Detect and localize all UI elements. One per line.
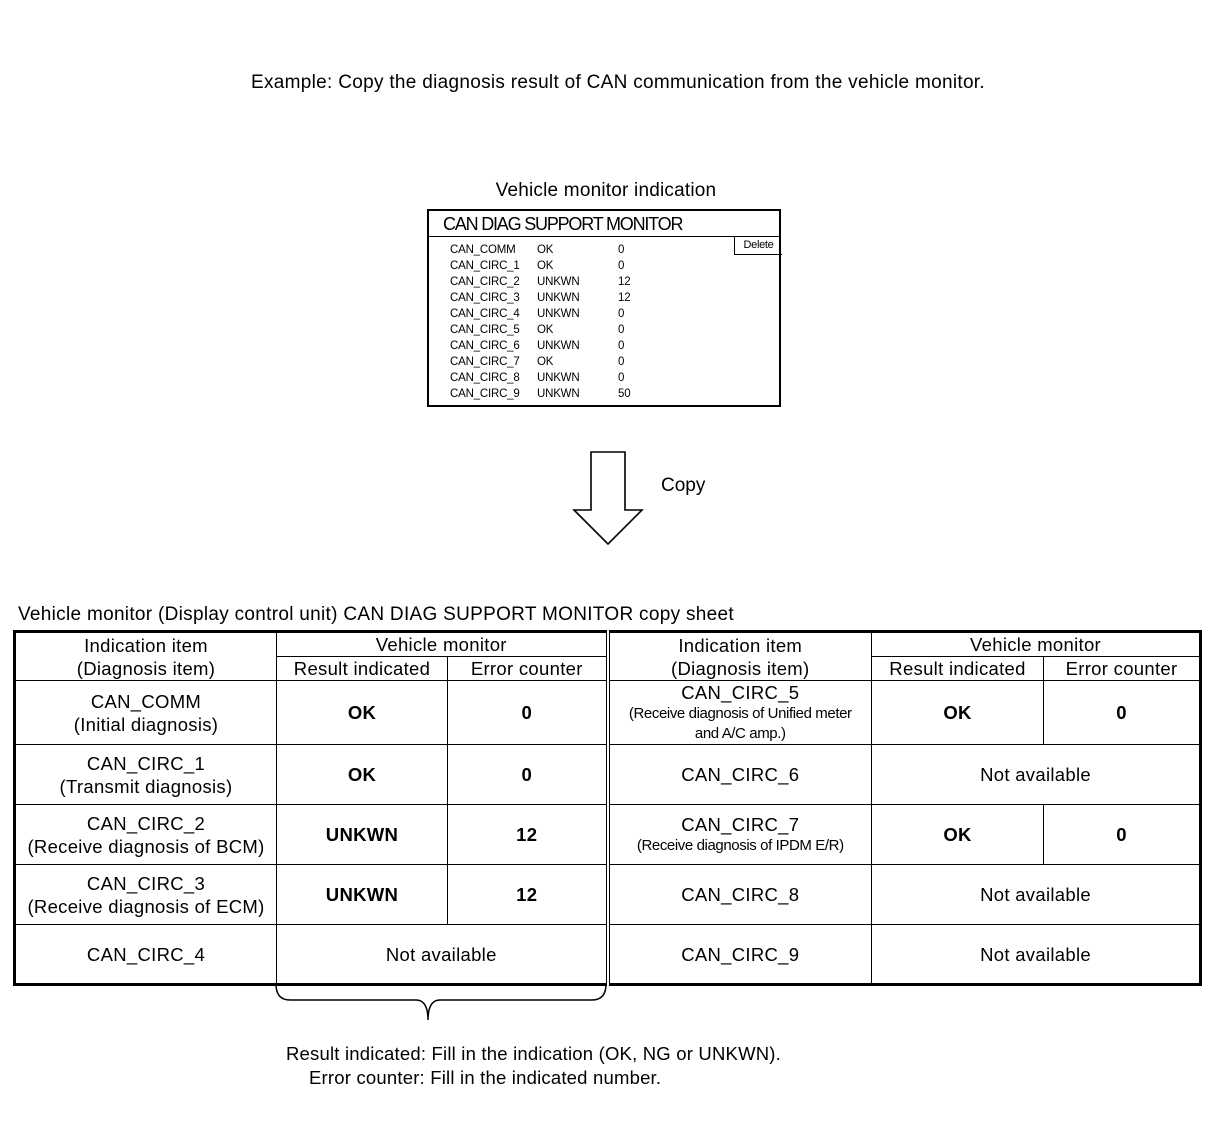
monitor-count: 0 <box>618 356 625 368</box>
delete-button[interactable]: Delete <box>734 237 782 255</box>
result-cell: UNKWN <box>277 805 448 865</box>
monitor-result: UNKWN <box>537 340 580 352</box>
monitor-item: CAN_CIRC_1 <box>450 260 520 272</box>
monitor-item: CAN_CIRC_3 <box>450 292 520 304</box>
monitor-result: UNKWN <box>537 308 580 320</box>
item-cell <box>608 681 872 745</box>
not-available-cell: Not available <box>277 925 608 985</box>
header-error-counter: Error counter <box>1044 657 1201 681</box>
item-cell <box>608 925 872 985</box>
item-cell <box>15 681 277 745</box>
item-name: CAN_CIRC_9 <box>681 943 800 965</box>
monitor-result: OK <box>537 324 554 336</box>
monitor-count: 0 <box>618 372 625 384</box>
note-result-indicated: Result indicated: Fill in the indication (OK, NG or UNKWN). <box>286 1043 782 1064</box>
item-cell <box>608 865 872 925</box>
count-cell: 12 <box>448 865 608 925</box>
monitor-result: UNKWN <box>537 388 580 400</box>
vehicle-monitor-title: Vehicle monitor indication <box>495 180 717 201</box>
not-available-cell: Not available <box>872 925 1201 985</box>
count-cell: 0 <box>1044 805 1201 865</box>
item-name: CAN_COMM <box>90 690 202 712</box>
item-name: CAN_CIRC_3 <box>86 872 206 894</box>
item-cell <box>608 805 872 865</box>
note-error-counter: Error counter: Fill in the indicated number. <box>309 1067 662 1088</box>
table-row <box>15 865 1201 925</box>
table-row <box>15 925 1201 985</box>
copy-arrow-icon <box>570 450 646 548</box>
result-cell: OK <box>872 681 1044 745</box>
monitor-screen <box>427 209 781 407</box>
monitor-count: 0 <box>618 308 625 320</box>
item-cell <box>15 805 277 865</box>
example-caption: Example: Copy the diagnosis result of CAN communication from the vehicle monitor. <box>251 72 985 93</box>
not-available-cell: Not available <box>872 865 1201 925</box>
monitor-result: UNKWN <box>537 292 580 304</box>
monitor-count: 0 <box>618 260 625 272</box>
monitor-count: 0 <box>618 324 625 336</box>
header-diagnosis-label: (Diagnosis item) <box>671 657 810 679</box>
header-error-counter: Error counter <box>448 657 608 681</box>
item-desc: (Receive diagnosis of ECM) <box>27 895 265 917</box>
table-row <box>15 805 1201 865</box>
item-name: CAN_CIRC_4 <box>86 943 206 965</box>
monitor-item: CAN_CIRC_7 <box>450 356 520 368</box>
monitor-item: CAN_COMM <box>450 244 516 256</box>
monitor-item: CAN_CIRC_8 <box>450 372 520 384</box>
not-available-cell: Not available <box>872 745 1201 805</box>
item-cell <box>15 925 277 985</box>
count-cell: 12 <box>448 805 608 865</box>
item-cell <box>15 865 277 925</box>
item-name: CAN_CIRC_7 <box>681 814 800 835</box>
item-name: CAN_CIRC_6 <box>681 764 800 785</box>
item-name: CAN_CIRC_2 <box>86 812 206 834</box>
result-cell: OK <box>277 681 448 745</box>
monitor-item: CAN_CIRC_5 <box>450 324 520 336</box>
header-indication-label: Indication item <box>678 634 803 656</box>
monitor-divider <box>429 236 779 237</box>
copy-sheet-table <box>13 630 1202 986</box>
monitor-result: UNKWN <box>537 372 580 384</box>
item-desc: (Receive diagnosis of IPDM E/R) <box>636 837 844 854</box>
monitor-item: CAN_CIRC_9 <box>450 388 520 400</box>
header-result-indicated: Result indicated <box>277 657 448 681</box>
result-cell: OK <box>872 805 1044 865</box>
item-desc: (Initial diagnosis) <box>73 713 219 735</box>
monitor-result: OK <box>537 356 554 368</box>
monitor-item: CAN_CIRC_2 <box>450 276 520 288</box>
item-name: CAN_CIRC_1 <box>86 752 206 774</box>
result-cell: UNKWN <box>277 865 448 925</box>
header-indication-label: Indication item <box>84 634 208 656</box>
header-result-indicated: Result indicated <box>872 657 1044 681</box>
monitor-header: CAN DIAG SUPPORT MONITOR <box>443 214 683 234</box>
table-row <box>15 745 1201 805</box>
count-cell: 0 <box>1044 681 1201 745</box>
header-vehicle-monitor: Vehicle monitor <box>872 632 1201 657</box>
header-vehicle-monitor: Vehicle monitor <box>277 632 608 657</box>
monitor-item: CAN_CIRC_4 <box>450 308 520 320</box>
table-row <box>15 681 1201 745</box>
curly-brace-icon <box>274 982 610 1024</box>
item-cell <box>608 745 872 805</box>
count-cell: 0 <box>448 745 608 805</box>
header-indication-item <box>608 632 872 681</box>
header-indication-item <box>15 632 277 681</box>
monitor-count: 0 <box>618 244 625 256</box>
item-desc-cont: and A/C amp.) <box>694 725 786 742</box>
monitor-result: UNKWN <box>537 276 580 288</box>
item-desc: (Receive diagnosis of BCM) <box>27 835 265 857</box>
monitor-count: 12 <box>618 292 631 304</box>
item-desc: (Receive diagnosis of Unified meter <box>628 705 852 722</box>
item-name: CAN_CIRC_8 <box>681 884 800 905</box>
monitor-count: 50 <box>618 388 631 400</box>
item-desc: (Transmit diagnosis) <box>59 775 233 797</box>
sheet-title: Vehicle monitor (Display control unit) CAN DIAG SUPPORT MONITOR copy sheet <box>18 604 734 625</box>
monitor-result: OK <box>537 244 554 256</box>
monitor-count: 0 <box>618 340 625 352</box>
header-diagnosis-label: (Diagnosis item) <box>76 657 216 679</box>
count-cell: 0 <box>448 681 608 745</box>
copy-label: Copy <box>661 475 706 496</box>
monitor-result: OK <box>537 260 554 272</box>
item-name: CAN_CIRC_5 <box>681 682 800 703</box>
result-cell: OK <box>277 745 448 805</box>
monitor-count: 12 <box>618 276 631 288</box>
item-cell <box>15 745 277 805</box>
monitor-item: CAN_CIRC_6 <box>450 340 520 352</box>
